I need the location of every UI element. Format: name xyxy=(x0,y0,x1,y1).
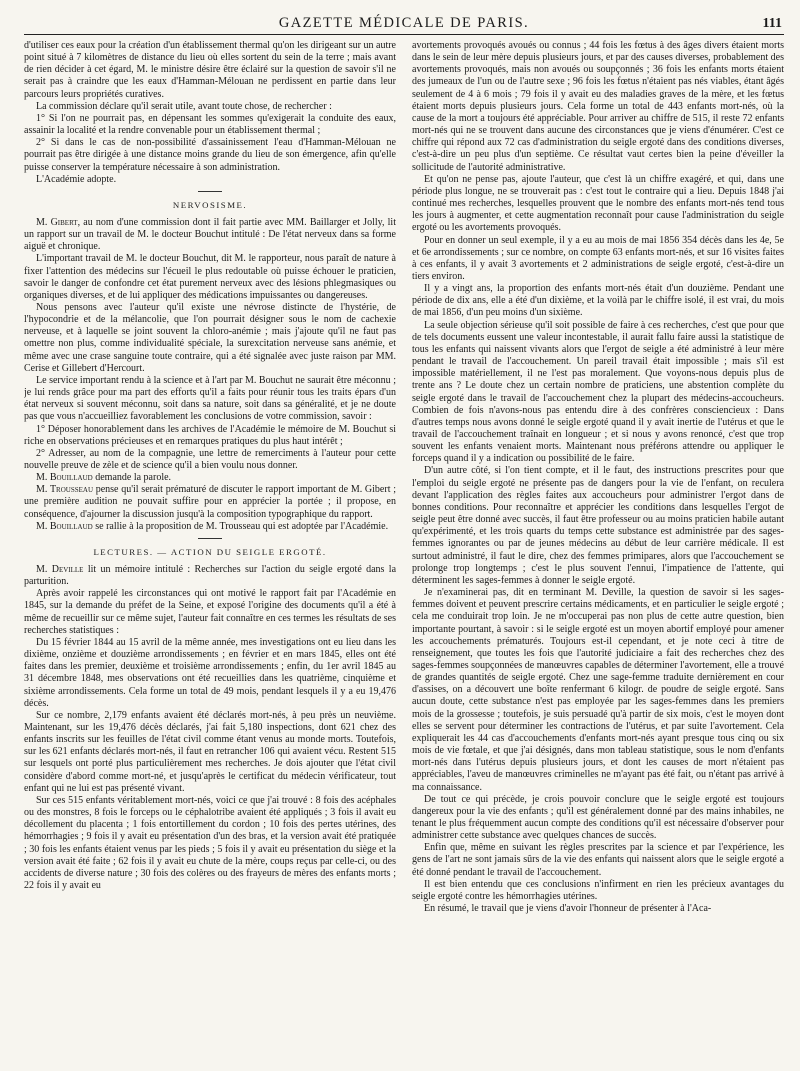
section-heading-lectures: LECTURES. — ACTION DU SEIGLE ERGOTÉ. xyxy=(93,546,327,557)
paragraph: Sur ce nombre, 2,179 enfants avaient été déclarés mort-nés, à peu près un neuvième. Maintenant, sur les 19,476 décès déclarés, j'ai fait 5,180 inspections, dont 621 chez des enfants inscrits sur les feuilles de l'état civil comme étant venus au monde morts. Toutefois, sur les 621 enfants déclarés mort-nés, il faut en retrancher 106 qui avaient vécu. Restent 515 sur lesquels ont porté plus particulièrement mes recherches. Je dois ajouter que l'état civil considère d'abord comme mort-né, et jusqu'après le certificat du médecin vérificateur, tout enfant qui ne lui est pas présenté vivant. xyxy=(24,709,396,794)
paragraph: 1° Si l'on ne pourrait pas, en dépensant les sommes qu'exigerait la conduite des eaux, assainir la localité et la rendre convenable pour un établissement thermal ; xyxy=(24,112,396,137)
speaker-name: M. Deville xyxy=(36,563,84,575)
paragraph: D'un autre côté, si l'on tient compte, et il le faut, des instructions prescrites pour que l'emploi du seigle ergoté ne présente pas de dangers pour la vie de l'enfant, on reculera devant l'application des règles faites aux accoucheurs pour administrer l'ergot dans de bonnes conditions. Pour reconnaître et apprécier les conditions dans lesquelles l'ergot de seigle peut être donné avec succès, il faut être professeur ou au moins praticien habile autant qu'expérimenté, et les trois quarts du temps cette substance est administrée par des sages-femmes ignorantes ou par de jeunes médecins au début de leur carrière médicale. Il est surtout administré, il faut le dire, chez des femmes primipares, alors que l'accouchement se prolonge trop longtemps ; c'est le plus souvent l'ennui, l'impatience de l'attente, qui déterminent les sages-femmes à donner le seigle ergoté. xyxy=(412,465,784,586)
paragraph: Il y a vingt ans, la proportion des enfants mort-nés était d'un douzième. Pendant une période de dix ans, elle a été d'un dixième, et la voilà par le chiffre isolé, il est vrai, du mois de mai 1856, d'un peu moins d'un sixième. xyxy=(412,283,784,319)
paragraph: avortements provoqués avoués ou connus ; 44 fois les fœtus à des âges divers étaient morts dans le sein de leur mère depuis plusieurs jours, et par des causes diverses, probablement des avortements provoqués, mais non avoués ou soupçonnés ; 36 fois les enfants morts étaient des jumeaux de l'un ou de l'autre sexe ; 96 fois les fœtus n'étaient pas nés viables, étant âgés seulement de 4 à 6 mois ; 79 fois il y avait eu des maladies graves de la mère, et les fœtus étaient morts depuis plusieurs jours. Cela forme un total de 443 enfants mort-nés, où la cause de la mort a toujours été appréciable. Pour arriver au chiffre de 515, il reste 72 enfants mort-nés qui ne se trouvent dans aucune des circonstances que je viens d'énumérer. C'est ce chiffre qui répond aux 72 cas d'administration du seigle ergoté dans des conditions diverses, c'est-à-dire un peu plus d'un septième. Ce résultat vaut certes bien la peine d'éveiller la sollicitude de l'autorité administrative. xyxy=(412,40,784,173)
paragraph: 1° Déposer honorablement dans les archives de l'Académie le mémoire de M. Bouchut si riche en observations précieuses et en remarques pratiques du plus haut intérêt ; xyxy=(24,423,396,447)
paragraph: 2° Adresser, au nom de la compagnie, une lettre de remerciments à l'auteur pour cette nouvelle preuve de zèle et de science qu'il a bien voulu nous donner. xyxy=(24,447,396,471)
paragraph: 2° Si dans le cas de non-possibilité d'assainissement l'eau d'Hamman-Mélouan ne pourrait pas être dirigée à une distance moins grande du lieu de son émergence, afin qu'elle puisse conserver la température nécessaire à son administration. xyxy=(24,137,396,173)
paragraph xyxy=(24,217,396,253)
paragraph xyxy=(24,521,396,533)
paragraph-text: lit un mémoire intitulé : Recherches sur l'action du seigle ergoté dans la parturition. xyxy=(24,563,396,588)
paragraph-text: pense qu'il serait prématuré de discuter le rapport important de M. Gibert ; une première audition ne pouvait suffire pour en apprécier la portée ; il propose, en conséquence, d'ajourner la discussion jusqu'à la composition typographique du rapport. xyxy=(24,484,396,520)
paragraph xyxy=(24,564,396,588)
section-divider xyxy=(198,538,222,539)
speaker-name: M. Bouillaud xyxy=(36,520,93,532)
paragraph: Enfin que, même en suivant les règles prescrites par la science et par l'expérience, les gens de l'art ne sont jamais sûrs de la vie des enfants qui naissent alors que le seigle ergoté a été donné pendant le travail de l'accouchement. xyxy=(412,842,784,878)
speaker-name: M. Bouillaud xyxy=(36,472,93,484)
right-column xyxy=(412,40,784,1060)
paragraph: Je n'examinerai pas, dit en terminant M. Deville, la question de savoir si les sages-femmes doivent et peuvent prescrire certains médicaments, et en particulier le seigle ergoté ; cela me conduirait trop loin. Je ne m'occuperai pas non plus de cette autre question, bien importante pourtant, à savoir : si le seigle ergoté est un moyen abortif employé pour amener les accouchements prématurés. Toujours est-il cependant, et je note ceci à titre de renseignement, que toutes les fois que l'autorité judiciaire a fait des recherches chez des sages-femmes soupçonnées de manœuvres capables de déterminer l'avortement, elle a trouvé de grandes quantités de seigle ergoté. Chez une sage-femme traduite dernièrement en cour d'assises, on a découvert une boîte renfermant 6 kilogr. de poudre de seigle ergoté. Sans aucun doute, cette substance n'est pas employée par les sages-femmes dans les premiers mois de la grossesse ; toutefois, je suis persuadé qu'à partir de six mois, c'est le moyen dont elles se servent pour déterminer les contractions de l'utérus, et par suite l'avortement. Cela expliquerait les 44 cas d'accouchements d'enfants mort-nés ayant presque tous cinq ou six mois de vie fœtale, et que j'ai désignés, dans mon tableau statistique, sous le nom d'enfants mort-nés dans l'utérus depuis plusieurs jours, et dont les causes de mort n'étaient pas appréciables, l'aveu de manœuvres criminelles ne m'ayant pas été fait, ou n'étant pas arrivé à ma connaissance. xyxy=(412,587,784,793)
paragraph: d'utiliser ces eaux pour la création d'un établissement thermal qu'on les dirigeant sur un autre point situé à 7 kilomètres de distance du lieu où elles sortent du sein de la terre ; mais avant de rien décider à cet égard, M. le ministre désire être éclairé sur la question de savoir s'il ne serait pas à craindre que les eaux d'Hamman-Mélouan ne perdissent en partie dans leur parcours leurs propriétés curatives. xyxy=(24,40,396,100)
paragraph xyxy=(24,484,396,520)
paragraph: La commission déclare qu'il serait utile, avant toute chose, de rechercher : xyxy=(36,100,332,112)
running-header xyxy=(24,8,784,35)
speaker-name: M. Gibert xyxy=(36,216,78,228)
paragraph: Et qu'on ne pense pas, ajoute l'auteur, que c'est là un chiffre exagéré, et qui, dans une période plus longue, ne se trouverait pas : c'est tout le contraire qui a lieu. Depuis 1848 j'ai continué mes recherches, lesquelles prouvent que le nombre des enfants mort-nés tend tous les jours à augmenter, et cette augmentation reconnaît pour cause l'administration du seigle ergoté ou les avortements provoqués. xyxy=(412,173,784,234)
paragraph: L'important travail de M. le docteur Bouchut, dit M. le rapporteur, nous paraît de nature à fixer l'attention des médecins sur l'écueil le plus redoutable où puisse échouer le praticien, savoir le danger de confondre cet état purement nerveux avec des lésions phlegmasiques ou organiques diverses, et de lui appliquer des médications impuissantes ou dangereuses. xyxy=(24,253,396,301)
paragraph: De tout ce qui précède, je crois pouvoir conclure que le seigle ergoté est toujours dangereux pour la vie des enfants ; qu'il est généralement donné par des mains inhabiles, ne tenant le plus fréquemment aucun compte des conditions qu'il est nécessaire d'observer pour administrer cette substance avec quelques chances de succès. xyxy=(412,793,784,842)
paragraph: Pour en donner un seul exemple, il y a eu au mois de mai 1856 354 décès dans les 4e, 5e et 6e arrondissements ; sur ce nombre, on compte 63 enfants mort-nés, et sur 16 visites faites à ces enfants, il y avait 3 avortements et 2 administrations de seigle ergoté, c'est-à-dire un tiers environ. xyxy=(412,234,784,282)
section-divider xyxy=(198,191,222,192)
paragraph: Sur ces 515 enfants véritablement mort-nés, voici ce que j'ai trouvé : 8 fois des acéphales ou des monstres, 8 fois le forceps ou le céphalotribe avaient été appliqués ; 3 fois il avait eu décollement du placenta ; 1 fois entortillement du cordon ; 10 fois des pertes utérines, des hémorrhagies ; 9 fois il y avait eu présentation d'un des bras, et la version avait été pratiquée ; 30 fois les enfants étaient venus par les pieds ; 5 fois il y avait eu présentation du siège et la version avait été faite ; 62 fois il y avait eu chute de la mère, coups reçus par celle-ci, ou des accidents de diverse nature ; 30 fois des colères ou des frayeurs de mères des enfants morts ; 22 fois il y avait eu xyxy=(24,794,396,891)
journal-title: GAZETTE MÉDICALE DE PARIS. xyxy=(278,15,530,31)
section-heading-nervosisme: NERVOSISME. xyxy=(172,199,248,210)
paragraph: Nous pensons avec l'auteur qu'il existe une névrose distincte de l'hystérie, de l'hypocondrie et de la mélancolie, que l'on pourrait désigner sous le nom de cachexie nerveuse, et à laquelle se joint souvent la chloro-anémie ; mais j'ajoute qu'il ne faut pas omettre non plus, comme individualité spéciale, la surexcitation nerveuse sans anémie, et même avec une crase sanguine toute contraire, qui a été signalée avec juste raison par MM. Cerise et Gillebert d'Hercourt. xyxy=(24,301,396,374)
left-column xyxy=(24,40,396,1060)
paragraph-text: , au nom d'une commission dont il fait partie avec MM. Baillarger et Jolly, lit un rapport sur un travail de M. le docteur Bouchut intitulé : De l'état nerveux dans sa forme aiguë et chronique. xyxy=(24,216,396,253)
paragraph: En résumé, le travail que je viens d'avoir l'honneur de présenter à l'Aca- xyxy=(424,903,712,915)
page-number: 111 xyxy=(762,16,782,31)
paragraph: Il est bien entendu que ces conclusions n'infirment en rien les précieux avantages du seigle ergoté contre les hémorrhagies utérines. xyxy=(412,878,784,902)
newspaper-page xyxy=(24,8,784,1063)
article-columns xyxy=(24,40,784,1063)
paragraph xyxy=(24,472,396,484)
paragraph: La seule objection sérieuse qu'il soit possible de faire à ces recherches, c'est que pour que de tels documents eussent une valeur incontestable, il aurait fallu faire aussi la statistique de tous les enfants qui naissent vivants alors que l'ergot de seigle a été administré à leur mère pendant le travail de l'accouchement. Un pareil travail était impossible ; mais s'il est impossible matériellement, il ne l'est pas moralement. Que voyons-nous depuis plus de trente ans ? Le doute chez un certain nombre de praticiens, une abstention complète du seigle ergoté dans le travail de l'accouchement chez la plupart des médecins-accoucheurs. Combien de fois n'avons-nous pas entendu dire à des confrères consciencieux : Dans d'autres temps nous avons donné le seigle ergoté quand il y avait inertie de l'utérus et que le travail de l'accouchement traînait en longueur ; et si nous y avons renoncé, c'est que trop souvent les enfants venaient morts. Maintenant nous préférons attendre ou appliquer le forceps quand il y a indication ou possibilité de le faire. xyxy=(412,319,784,465)
paragraph: Le service important rendu à la science et à l'art par M. Bouchut ne saurait être méconnu ; je lui rends grâce pour ma part des efforts qu'il a faits pour réunir tous les traits épars d'un état nerveux si souvent méconnu, soit dans sa nature, soit dans sa généralité, et je ne doute pas que vous n'accueilliez favorablement les conclusions de votre commission, savoir : xyxy=(24,374,396,423)
paragraph-text: demande la parole. xyxy=(92,472,172,484)
paragraph: Après avoir rappelé les circonstances qui ont motivé le rapport fait par l'Académie en 1845, sur la demande du préfet de la Seine, et exposé l'origine des documents qu'il a été à même de recueillir sur ce même sujet, l'auteur fait connaître en ces termes les résultats de ses recherches statistiques : xyxy=(24,588,396,636)
paragraph-text: se rallie à la proposition de M. Trousseau qui est adoptée par l'Académie. xyxy=(92,520,389,532)
paragraph: L'Académie adopte. xyxy=(36,173,117,185)
speaker-name: M. Trousseau xyxy=(36,484,93,496)
paragraph: Du 15 février 1844 au 15 avril de la même année, mes investigations ont eu lieu dans les dixième, onzième et douzième arrondissements ; en février et en mars 1845, elles ont été faites dans les premier, deuxième et troisième arrondissements ; enfin, du 1er avril 1845 au 31 décembre 1848, mes observations ont été recueillies dans les quatrième, cinquième et sixième arrondissements. Cela forme un total de 49 mois, pendant lesquels il y a eu 19,476 décès. xyxy=(24,636,396,709)
